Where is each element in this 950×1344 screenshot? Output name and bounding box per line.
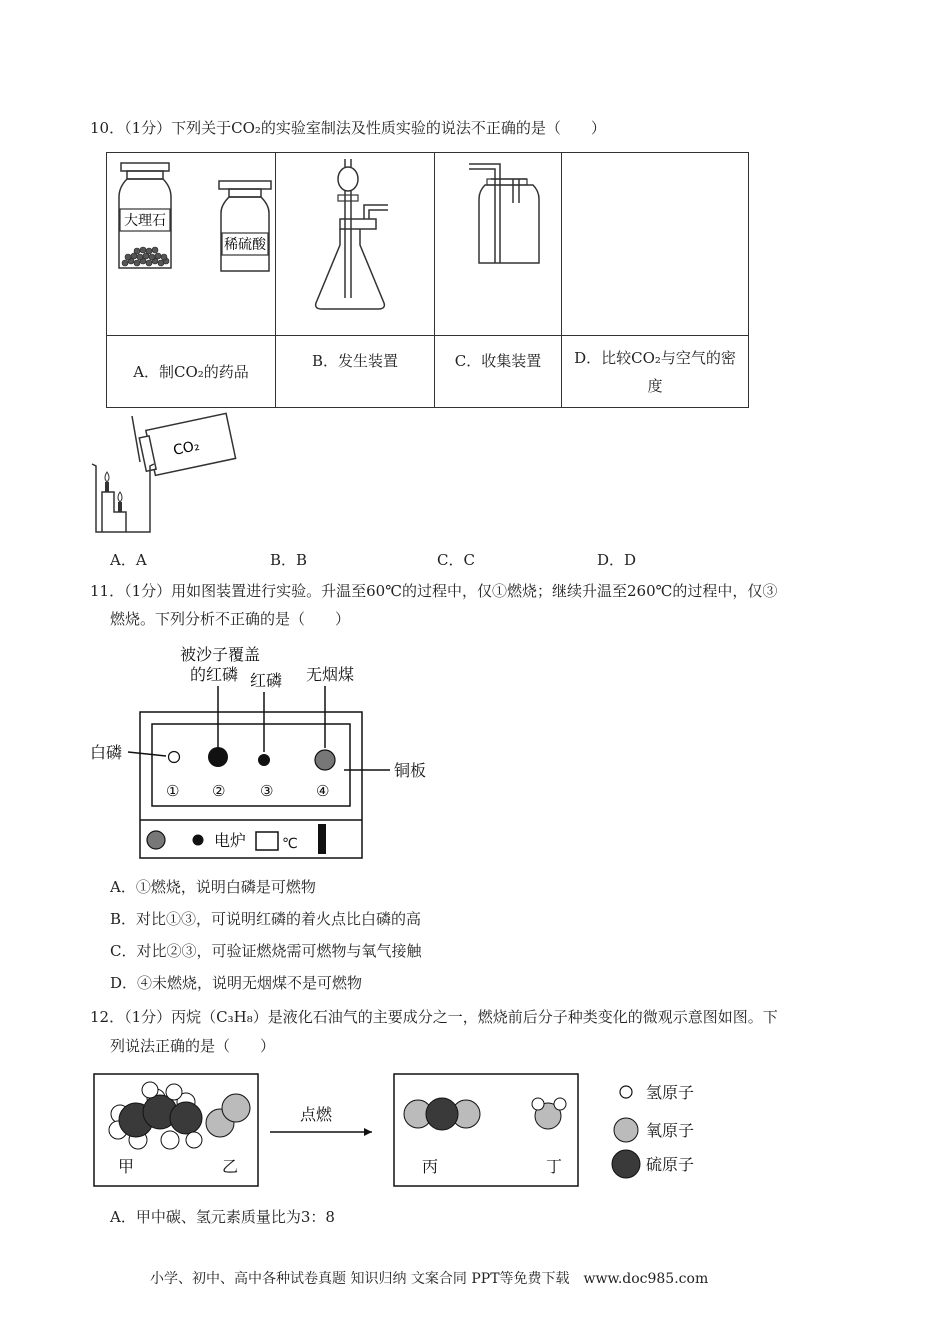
cell-c-image xyxy=(435,153,562,336)
page-footer: 小学、初中、高中各种试卷真题 知识归纳 文案合同 PPT等免费下载 www.doc985.com xyxy=(150,1271,709,1287)
cell-c-label: C．收集装置 xyxy=(435,336,562,408)
label-red-phosphorus: 红磷 xyxy=(250,671,283,690)
q12-title-line2: 列说法正确的是（ ） xyxy=(110,1037,276,1055)
marker-4: ④ xyxy=(316,782,330,800)
label-yi: 乙 xyxy=(222,1157,239,1176)
label-ignite: 点燃 xyxy=(300,1105,333,1124)
label-bing: 丙 xyxy=(422,1157,439,1176)
q10-option-a: A．A xyxy=(110,551,147,569)
q11-option-a: A．①燃烧，说明白磷是可燃物 xyxy=(110,878,316,896)
collecting-bottle-image xyxy=(435,153,561,331)
label-white-phosphorus: 白磷 xyxy=(90,743,123,762)
q10-title: 10．（1分）下列关于CO₂的实验室制法及性质实验的说法不正确的是（ ） xyxy=(90,119,606,137)
q12-title-line1: 12．（1分）丙烷（C₃H₈）是液化石油气的主要成分之一，燃烧前后分子种类变化的微观示意图如图。下 xyxy=(90,1008,778,1026)
generator-flask-image xyxy=(276,153,434,331)
cell-d-label-line2: 度 xyxy=(647,376,663,395)
co2-label: CO₂ xyxy=(171,437,202,459)
q12-option-a: A．甲中碳、氢元素质量比为3：8 xyxy=(110,1208,335,1226)
legend-sulfur: 硫原子 xyxy=(646,1155,695,1174)
jar2-label: 稀硫酸 xyxy=(224,237,266,253)
cell-a-image xyxy=(107,153,276,336)
q10-option-d: D．D xyxy=(597,551,637,569)
legend-sulfur-swatch xyxy=(612,1150,640,1178)
marker-2: ② xyxy=(212,782,226,800)
label-covered-line1: 被沙子覆盖 xyxy=(180,645,261,664)
cell-a-label: A．制CO₂的药品 xyxy=(107,336,276,408)
legend-oxygen: 氧原子 xyxy=(646,1121,695,1140)
q10-option-c: C．C xyxy=(437,551,475,569)
q11-option-b: B．对比①③，可说明红磷的着火点比白磷的高 xyxy=(110,910,422,928)
legend-hydrogen: 氢原子 xyxy=(646,1083,695,1102)
molecular-reaction-diagram xyxy=(90,1068,710,1192)
label-celsius: ℃ xyxy=(282,836,298,852)
label-electric-stove: 电炉 xyxy=(214,831,247,850)
label-copper-plate: 铜板 xyxy=(394,761,427,780)
q10-option-b: B．B xyxy=(270,551,308,569)
reagent-bottles-image xyxy=(107,153,275,331)
q10-apparatus-table xyxy=(106,152,749,408)
legend-oxygen-swatch xyxy=(614,1118,638,1142)
marker-1: ① xyxy=(166,782,180,800)
label-jia: 甲 xyxy=(118,1157,135,1176)
co2-pour-beaker-image xyxy=(88,406,238,538)
label-anthracite: 无烟煤 xyxy=(306,665,355,684)
label-ding: 丁 xyxy=(546,1157,563,1176)
q11-option-c: C．对比②③，可验证燃烧需可燃物与氧气接触 xyxy=(110,942,422,960)
jar1-label: 大理石 xyxy=(124,213,166,229)
cell-b-label: B．发生装置 xyxy=(276,336,435,408)
label-covered-line2: 的红磷 xyxy=(190,665,239,684)
q11-title-line1: 11．（1分）用如图装置进行实验。升温至60℃的过程中，仅①燃烧；继续升温至260℃的过程中，仅③ xyxy=(90,582,778,600)
marker-3: ③ xyxy=(260,782,274,800)
q11-title-line2: 燃烧。下列分析不正确的是（ ） xyxy=(110,610,351,628)
cell-b-image xyxy=(276,153,435,336)
cell-d-label-line1: D．比较CO₂与空气的密 xyxy=(574,348,736,367)
cell-d-label xyxy=(562,336,749,408)
q11-option-d: D．④未燃烧，说明无烟煤不是可燃物 xyxy=(110,974,363,992)
cell-d-image xyxy=(562,153,749,336)
combustion-apparatus-figure xyxy=(88,640,448,862)
legend-hydrogen-swatch xyxy=(620,1086,632,1098)
